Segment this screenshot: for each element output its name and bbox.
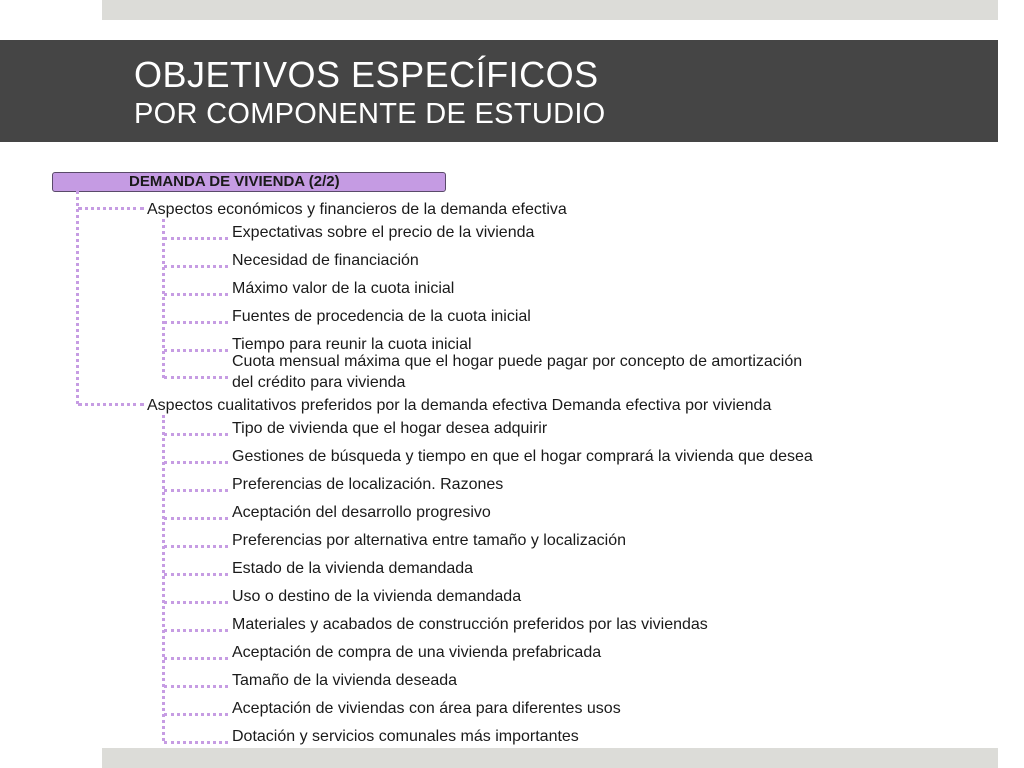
item-connector (164, 713, 228, 716)
group-label-qualitative: Aspectos cualitativos preferidos por la demanda efectiva Demanda efectiva por vivienda (147, 397, 772, 414)
item-connector (164, 573, 228, 576)
list-item: Uso o destino de la vivienda demandada (232, 588, 522, 605)
item-connector (164, 293, 228, 296)
list-item: Fuentes de procedencia de la cuota inicial (232, 308, 531, 325)
list-item: Estado de la vivienda demandada (232, 560, 474, 577)
top-decor-bar (102, 0, 998, 20)
section-label: DEMANDA DE VIVIENDA (2/2) (129, 173, 340, 190)
list-item: Cuota mensual máxima que el hogar puede pagar por concepto de amortización (232, 353, 803, 370)
group-branch-line (162, 219, 165, 378)
page-subtitle: POR COMPONENTE DE ESTUDIO (134, 98, 606, 130)
list-item: Expectativas sobre el precio de la vivienda (232, 224, 535, 241)
item-connector (164, 601, 228, 604)
group-connector (78, 207, 144, 210)
group-connector (78, 403, 144, 406)
item-connector (164, 461, 228, 464)
list-item: Dotación y servicios comunales más importantes (232, 728, 579, 745)
list-item: Tamaño de la vivienda deseada (232, 672, 458, 689)
item-connector (164, 489, 228, 492)
list-item: Materiales y acabados de construcción preferidos por las viviendas (232, 616, 708, 633)
item-connector (164, 433, 228, 436)
list-item: Necesidad de financiación (232, 252, 419, 269)
item-connector (164, 657, 228, 660)
item-connector (164, 741, 228, 744)
list-item: Tiempo para reunir la cuota inicial (232, 336, 472, 353)
item-connector (164, 685, 228, 688)
list-item: Gestiones de búsqueda y tiempo en que el hogar comprará la vivienda que desea (232, 448, 813, 465)
list-item: Aceptación de viviendas con área para diferentes usos (232, 700, 621, 717)
item-connector (164, 376, 228, 379)
section-header (52, 172, 446, 192)
tree-trunk-line (76, 191, 79, 404)
item-connector (164, 321, 228, 324)
list-item-continuation: del crédito para vivienda (232, 374, 406, 391)
item-connector (164, 237, 228, 240)
page-title: OBJETIVOS ESPECÍFICOS (134, 54, 599, 95)
group-label-economic: Aspectos económicos y financieros de la demanda efectiva (147, 201, 567, 218)
item-connector (164, 265, 228, 268)
list-item: Preferencias por alternativa entre tamaño y localización (232, 532, 626, 549)
list-item: Aceptación de compra de una vivienda prefabricada (232, 644, 602, 661)
bottom-decor-bar (102, 748, 998, 768)
item-connector (164, 349, 228, 352)
list-item: Máximo valor de la cuota inicial (232, 280, 455, 297)
item-connector (164, 545, 228, 548)
list-item: Aceptación del desarrollo progresivo (232, 504, 491, 521)
list-item: Preferencias de localización. Razones (232, 476, 504, 493)
item-connector (164, 629, 228, 632)
item-connector (164, 517, 228, 520)
title-banner (0, 40, 998, 142)
list-item: Tipo de vivienda que el hogar desea adquirir (232, 420, 548, 437)
